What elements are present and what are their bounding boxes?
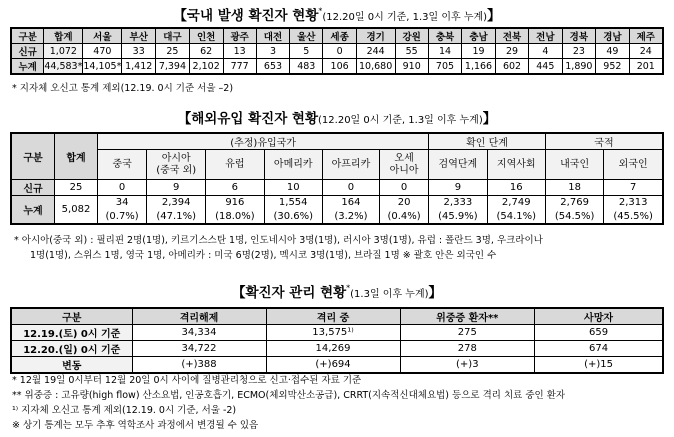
imported-subheader-cell: 중국 [98,150,147,180]
domestic-cum-cell: 1,412 [122,59,156,75]
domestic-new-cell: 13 [223,44,256,59]
domestic-header-cell: 전남 [529,28,562,44]
imported-subheader-cell: 지역사회 [487,150,545,180]
row-label-new: 신규 [11,180,55,196]
imported-title: 【해외유입 확진자 현황(12.20일 0시 기준, 1.3일 이후 누계)】 [177,111,497,127]
imported-cum-cell: 2,313 [604,196,663,210]
domestic-new-cell: 29 [495,44,528,59]
domestic-header-cell: 대구 [156,28,190,44]
imported-new-cell: 0 [379,180,428,196]
domestic-new-cell: 33 [122,44,156,59]
domestic-header-cell: 충북 [428,28,461,44]
domestic-header-cell: 경북 [562,28,596,44]
imported-new-cell: 16 [487,180,545,196]
header-gubun: 구분 [11,133,55,180]
management-value-cell: 34,722 [132,341,266,357]
domestic-header-cell: 제주 [629,28,663,44]
imported-cum-cell: 2,769 [545,196,603,210]
management-value-cell: 13,575¹⁾ [266,325,400,341]
imported-cum-cell: 34 [98,196,147,210]
imported-new-cell: 0 [98,180,147,196]
domestic-cum-cell: 705 [428,59,461,75]
management-header-cell: 격리 중 [266,308,400,325]
domestic-header-cell: 합계 [44,28,83,44]
domestic-cum-cell: 483 [290,59,323,75]
imported-cum-pct-cell: (45.9%) [429,210,487,224]
domestic-new-cell: 49 [596,44,629,59]
imported-subheader-cell: 내국인 [545,150,603,180]
domestic-new-cell: 3 [256,44,289,59]
imported-cum-cell: 2,333 [429,196,487,210]
imported-note-2: 1명(1명), 스위스 1명, 영국 1명, 아메리카 : 미국 6명(2명), 멕시코 3명(1명), 브라질 1명 ※ 괄호 안은 외국인 수 [30,250,497,261]
management-title: 【확진자 관리 현황*(1.3일 이후 누계)】 [231,283,443,301]
domestic-new-cell: 14 [428,44,461,59]
domestic-cum-cell: 1,890 [562,59,596,75]
domestic-header-cell: 울산 [290,28,323,44]
domestic-cum-cell: 777 [223,59,256,75]
domestic-cum-cell: 602 [495,59,528,75]
imported-cum-pct-cell: (45.5%) [604,210,663,224]
imported-table [10,132,664,225]
domestic-header-cell: 경기 [356,28,395,44]
imported-new-cell: 6 [206,180,264,196]
management-value-cell: (+)388 [132,357,266,374]
imported-subheader-cell: 검역단계 [429,150,487,180]
imported-new-cell: 9 [429,180,487,196]
domestic-header-cell: 세종 [323,28,356,44]
domestic-cum-cell: 653 [256,59,289,75]
imported-subheader-cell: 유럽 [206,150,264,180]
domestic-new-cell: 470 [83,44,122,59]
management-value-cell: 34,334 [132,325,266,341]
imported-cum-pct-cell: (0.7%) [98,210,147,224]
header-nationality: 국적 [545,133,663,150]
domestic-cum-cell: 910 [395,59,428,75]
domestic-new-cell: 1,072 [44,44,83,59]
management-table [10,307,664,374]
management-note: ** 위중증 : 고유량(high flow) 산소요법, 인공호흡기, ECMO(체외막산소공급), CRRT(지속적신대체요법) 등으로 격리 치료 중인 환자 [12,390,566,401]
domestic-new-cell: 25 [156,44,190,59]
imported-cum-pct-cell: (3.2%) [322,210,379,224]
domestic-cum-cell: 14,105* [83,59,122,75]
domestic-header-cell: 광주 [223,28,256,44]
domestic-cum-cell: 1,166 [462,59,496,75]
imported-new-cell: 18 [545,180,603,196]
cum-total: 5,082 [55,196,98,224]
row-label-new: 신규 [11,44,44,59]
domestic-new-cell: 19 [462,44,496,59]
imported-new-cell: 0 [322,180,379,196]
imported-subheader-cell: 외국인 [604,150,663,180]
management-note: ※ 상기 통계는 모두 추후 역학조사 과정에서 변경될 수 있음 [12,420,259,431]
imported-subheader-cell: 아프리카 [322,150,379,180]
imported-new-cell: 7 [604,180,663,196]
imported-cum-pct-cell: (54.1%) [487,210,545,224]
imported-cum-cell: 916 [206,196,264,210]
domestic-header-cell: 강원 [395,28,428,44]
domestic-header-cell: 구분 [11,28,44,44]
domestic-new-cell: 55 [395,44,428,59]
management-row-label: 12.20.(일) 0시 기준 [11,341,132,357]
domestic-table [10,27,664,75]
domestic-header-cell: 전북 [495,28,528,44]
domestic-cum-cell: 7,394 [156,59,190,75]
domestic-cum-cell: 106 [323,59,356,75]
domestic-cum-cell: 44,583* [44,59,83,75]
new-total: 25 [55,180,98,196]
management-value-cell: 674 [535,341,663,357]
domestic-new-cell: 244 [356,44,395,59]
domestic-new-cell: 0 [323,44,356,59]
management-value-cell: 278 [400,341,534,357]
domestic-cum-cell: 445 [529,59,562,75]
domestic-header-cell: 충남 [462,28,496,44]
management-header-cell: 사망자 [535,308,663,325]
management-row-label: 12.19.(토) 0시 기준 [11,325,132,341]
domestic-cum-cell: 952 [596,59,629,75]
imported-cum-cell: 20 [379,196,428,210]
domestic-new-cell: 4 [529,44,562,59]
imported-cum-cell: 1,554 [264,196,322,210]
domestic-cum-cell: 2,102 [189,59,223,75]
imported-cum-pct-cell: (54.5%) [545,210,603,224]
management-value-cell: (+)3 [400,357,534,374]
management-value-cell: 14,269 [266,341,400,357]
management-value-cell: (+)694 [266,357,400,374]
imported-subheader-cell: 오세 아니아 [379,150,428,180]
imported-cum-cell: 164 [322,196,379,210]
domestic-new-cell: 23 [562,44,596,59]
row-label-cum: 누계 [11,59,44,75]
management-note: * 12월 19일 0시부터 12월 20일 0시 사이에 질병관리청으로 신고·접수된 자료 기준 [12,375,362,386]
domestic-cum-cell: 10,680 [356,59,395,75]
domestic-header-cell: 대전 [256,28,289,44]
imported-subheader-cell: 아시아 (중국 외) [147,150,206,180]
imported-new-cell: 9 [147,180,206,196]
domestic-header-cell: 인천 [189,28,223,44]
domestic-note: * 지자체 오신고 통계 제외(12.19. 0시 기준 서울 –2) [12,83,234,94]
domestic-new-cell: 62 [189,44,223,59]
imported-new-cell: 10 [264,180,322,196]
management-value-cell: 275 [400,325,534,341]
domestic-new-cell: 24 [629,44,663,59]
row-label-cum: 누계 [11,196,55,224]
imported-note-1: * 아시아(중국 외) : 필리핀 2명(1명), 키르기스스탄 1명, 인도네시아 3명(1명), 러시아 3명(1명), 유럽 : 폴란드 3명, 우크라이나 [14,235,543,246]
management-row-label: 변동 [11,357,132,374]
domestic-header-cell: 경남 [596,28,629,44]
management-value-cell: (+)15 [535,357,663,374]
management-header-cell: 구분 [11,308,132,325]
management-value-cell: 659 [535,325,663,341]
imported-cum-pct-cell: (30.6%) [264,210,322,224]
domestic-title: 【국내 발생 확진자 현황*(12.20일 0시 기준, 1.3일 이후 누계)】 [173,6,501,24]
management-header-cell: 격리해제 [132,308,266,325]
imported-cum-pct-cell: (0.4%) [379,210,428,224]
imported-subheader-cell: 아메리카 [264,150,322,180]
imported-cum-cell: 2,394 [147,196,206,210]
header-stage: 확인 단계 [429,133,546,150]
management-header-cell: 위중증 환자** [400,308,534,325]
domestic-new-cell: 5 [290,44,323,59]
domestic-header-cell: 서울 [83,28,122,44]
domestic-cum-cell: 201 [629,59,663,75]
domestic-header-cell: 부산 [122,28,156,44]
management-note: ¹⁾ 지자체 오신고 통계 제외(12.19. 0시 기준, 서울 -2) [12,405,237,416]
imported-cum-pct-cell: (18.0%) [206,210,264,224]
header-total: 합계 [55,133,98,180]
imported-cum-cell: 2,749 [487,196,545,210]
imported-cum-pct-cell: (47.1%) [147,210,206,224]
header-region: (추정)유입국가 [98,133,429,150]
